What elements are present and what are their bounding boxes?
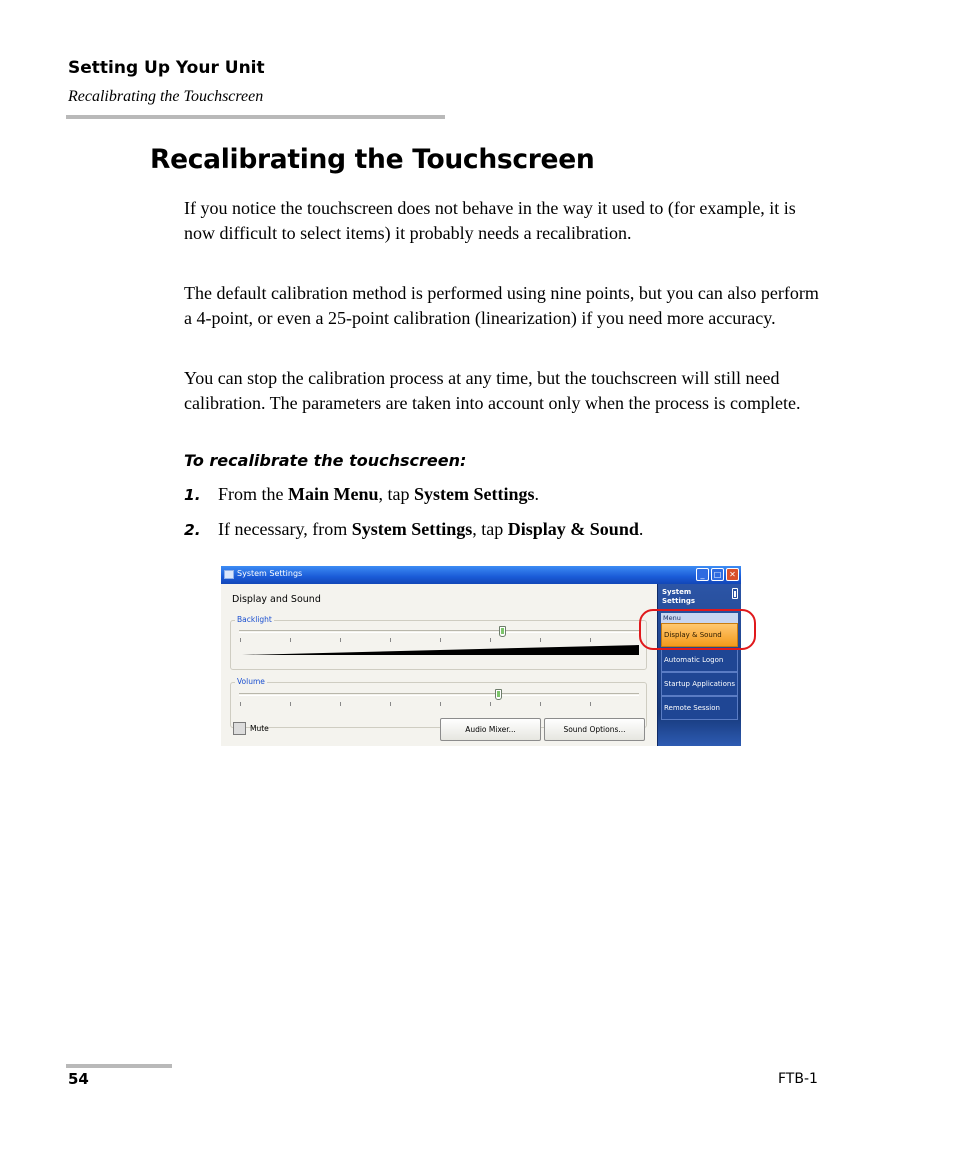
sidebar-item-startup-applications[interactable]: Startup Applications	[661, 672, 738, 696]
slider-tick	[240, 702, 241, 706]
step-text: From the Main Menu, tap System Settings.	[218, 484, 540, 504]
slider-tick	[340, 702, 341, 706]
paragraph-stop-process: You can stop the calibration process at any time, but the touchscreen will still need calibration. The parameters are taken into account only when the process is complete.	[184, 368, 801, 413]
product-name: FTB-1	[778, 1071, 818, 1087]
slider-tick	[240, 638, 241, 642]
mute-label: Mute	[250, 724, 269, 733]
slider-tick	[540, 638, 541, 642]
window-title: System Settings	[237, 569, 303, 578]
maximize-button[interactable]: □	[711, 568, 724, 581]
sidebar-item-display-sound[interactable]: Display & Sound	[661, 623, 738, 647]
volume-label: Volume	[237, 677, 265, 686]
battery-icon	[732, 588, 738, 599]
paragraph-intro: If you notice the touchscreen does not behave in the way it used to (for example, it is now difficult to select items) it probably needs a recalibration.	[184, 198, 796, 243]
sidebar-item-automatic-logon[interactable]: Automatic Logon	[661, 648, 738, 672]
procedure-title: To recalibrate the touchscreen:	[184, 451, 467, 470]
volume-slider-thumb[interactable]	[495, 689, 502, 700]
slider-tick	[390, 702, 391, 706]
paragraph-calibration-method: The default calibration method is performed using nine points, but you can also perform a 4-point, or even a 25-point calibration (linearization) if you need more accuracy.	[184, 283, 819, 328]
slider-tick	[290, 702, 291, 706]
backlight-group	[230, 615, 647, 670]
sidebar-title: System Settings	[662, 588, 696, 605]
slider-tick	[590, 702, 591, 706]
footer-divider	[66, 1064, 172, 1068]
highlight-circle	[639, 609, 756, 650]
step-text: If necessary, from System Settings, tap Display & Sound.	[218, 519, 644, 539]
slider-tick	[490, 638, 491, 642]
slider-tick	[390, 638, 391, 642]
window-app-icon	[224, 570, 234, 579]
backlight-label: Backlight	[237, 615, 272, 624]
backlight-slider-track[interactable]	[239, 630, 639, 633]
sidebar-item-remote-session[interactable]: Remote Session	[661, 696, 738, 720]
audio-mixer-button[interactable]: Audio Mixer...	[440, 718, 541, 741]
sound-options-button[interactable]: Sound Options...	[544, 718, 645, 741]
slider-tick	[540, 702, 541, 706]
close-button[interactable]: ✕	[726, 568, 739, 581]
window-titlebar	[221, 566, 741, 584]
backlight-level-wedge	[242, 645, 639, 655]
slider-tick	[490, 702, 491, 706]
slider-tick	[440, 702, 441, 706]
slider-tick	[340, 638, 341, 642]
step-number: 1.	[184, 486, 201, 504]
sidebar-menu-header: Menu	[661, 613, 738, 623]
slider-tick	[290, 638, 291, 642]
step-number: 2.	[184, 521, 201, 539]
slider-tick	[590, 638, 591, 642]
running-header-section: Recalibrating the Touchscreen	[68, 88, 264, 105]
backlight-slider-thumb[interactable]	[499, 626, 506, 637]
system-settings-screenshot	[221, 566, 741, 746]
running-header-chapter: Setting Up Your Unit	[68, 58, 265, 78]
page-heading: Recalibrating the Touchscreen	[150, 144, 595, 175]
mute-checkbox[interactable]	[233, 722, 246, 735]
minimize-button[interactable]: _	[696, 568, 709, 581]
header-divider	[66, 115, 445, 119]
page-number: 54	[68, 1070, 89, 1088]
slider-tick	[440, 638, 441, 642]
volume-slider-track[interactable]	[239, 693, 639, 696]
content-title: Display and Sound	[232, 594, 321, 605]
